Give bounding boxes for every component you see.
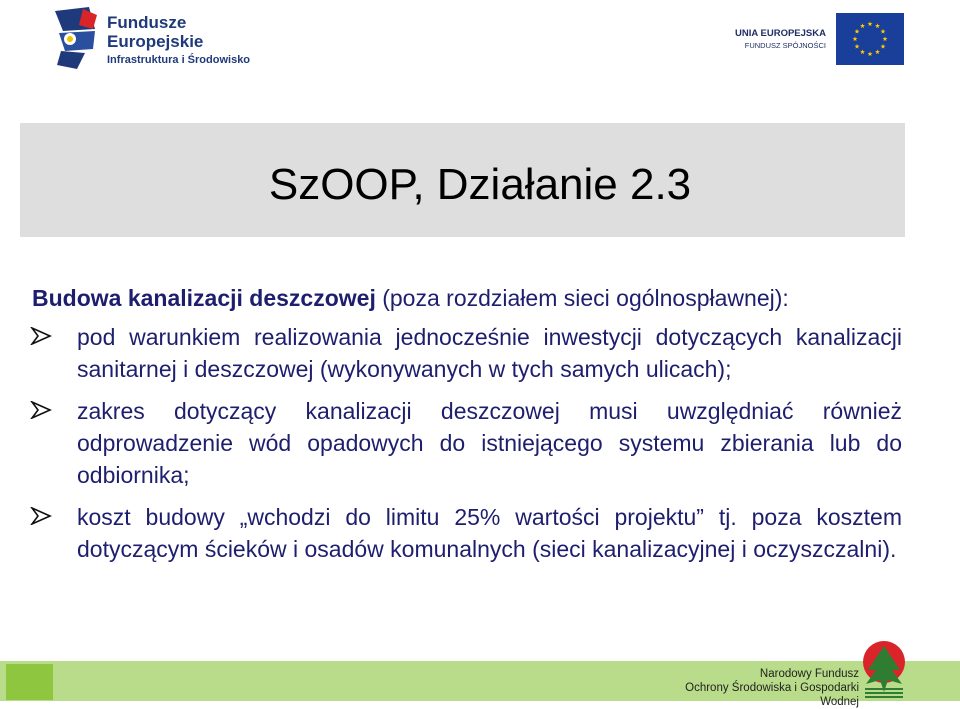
arrowhead-bullet-icon <box>30 401 52 419</box>
eu-flag-icon <box>836 13 904 65</box>
nfos-line2: Ochrony Środowiska i Gospodarki Wodnej <box>685 682 859 708</box>
intro-paragraph <box>32 283 902 313</box>
fundusze-line1: Fundusze <box>107 13 187 32</box>
fundusze-europejskie-logo <box>55 7 255 73</box>
nfos-line1: Narodowy Fundusz <box>759 668 859 680</box>
bullet-item <box>32 395 902 491</box>
slide-title: SzOOP, Działanie 2.3 <box>268 160 692 209</box>
bullet-list <box>32 321 902 565</box>
nfos-logo-text <box>654 667 859 709</box>
arrowhead-bullet-icon <box>30 327 52 345</box>
fundusze-line3: Infrastruktura i Środowisko <box>107 54 251 66</box>
eu-line1: UNIA EUROPEJSKA <box>735 28 826 39</box>
arrowhead-bullet-icon <box>30 507 52 525</box>
nfos-emblem-icon <box>860 640 908 698</box>
bullet-item <box>32 321 902 385</box>
bullet-text: pod warunkiem realizowania jednocześnie inwestycji dotyczących kanalizacji sanitarnej i deszczowej (wykonywanych w tych samych ulicach); <box>77 324 902 382</box>
eu-line2: FUNDUSZ SPÓJNOŚCI <box>744 41 826 50</box>
intro-rest: (poza rozdziałem sieci ogólnospławnej): <box>375 285 789 311</box>
bullet-text: koszt budowy „wchodzi do limitu 25% wartości projektu” tj. poza kosztem dotyczącym ścieków i osadów komunalnych (sieci kanalizacyjnej i oczyszczalni). <box>77 504 902 562</box>
bullet-item <box>32 501 902 565</box>
eu-logo <box>730 13 905 67</box>
intro-bold: Budowa kanalizacji deszczowej <box>32 285 376 311</box>
footer-green-square <box>6 664 53 700</box>
slide-content <box>32 283 902 575</box>
fundusze-europejskie-emblem-icon <box>55 7 101 69</box>
bullet-text: zakres dotyczący kanalizacji deszczowej musi uwzględniać również odprowadzenie wód opadowych do istniejącego systemu zbierania lub do odbiornika; <box>77 398 902 488</box>
fundusze-line2: Europejskie <box>107 32 204 51</box>
